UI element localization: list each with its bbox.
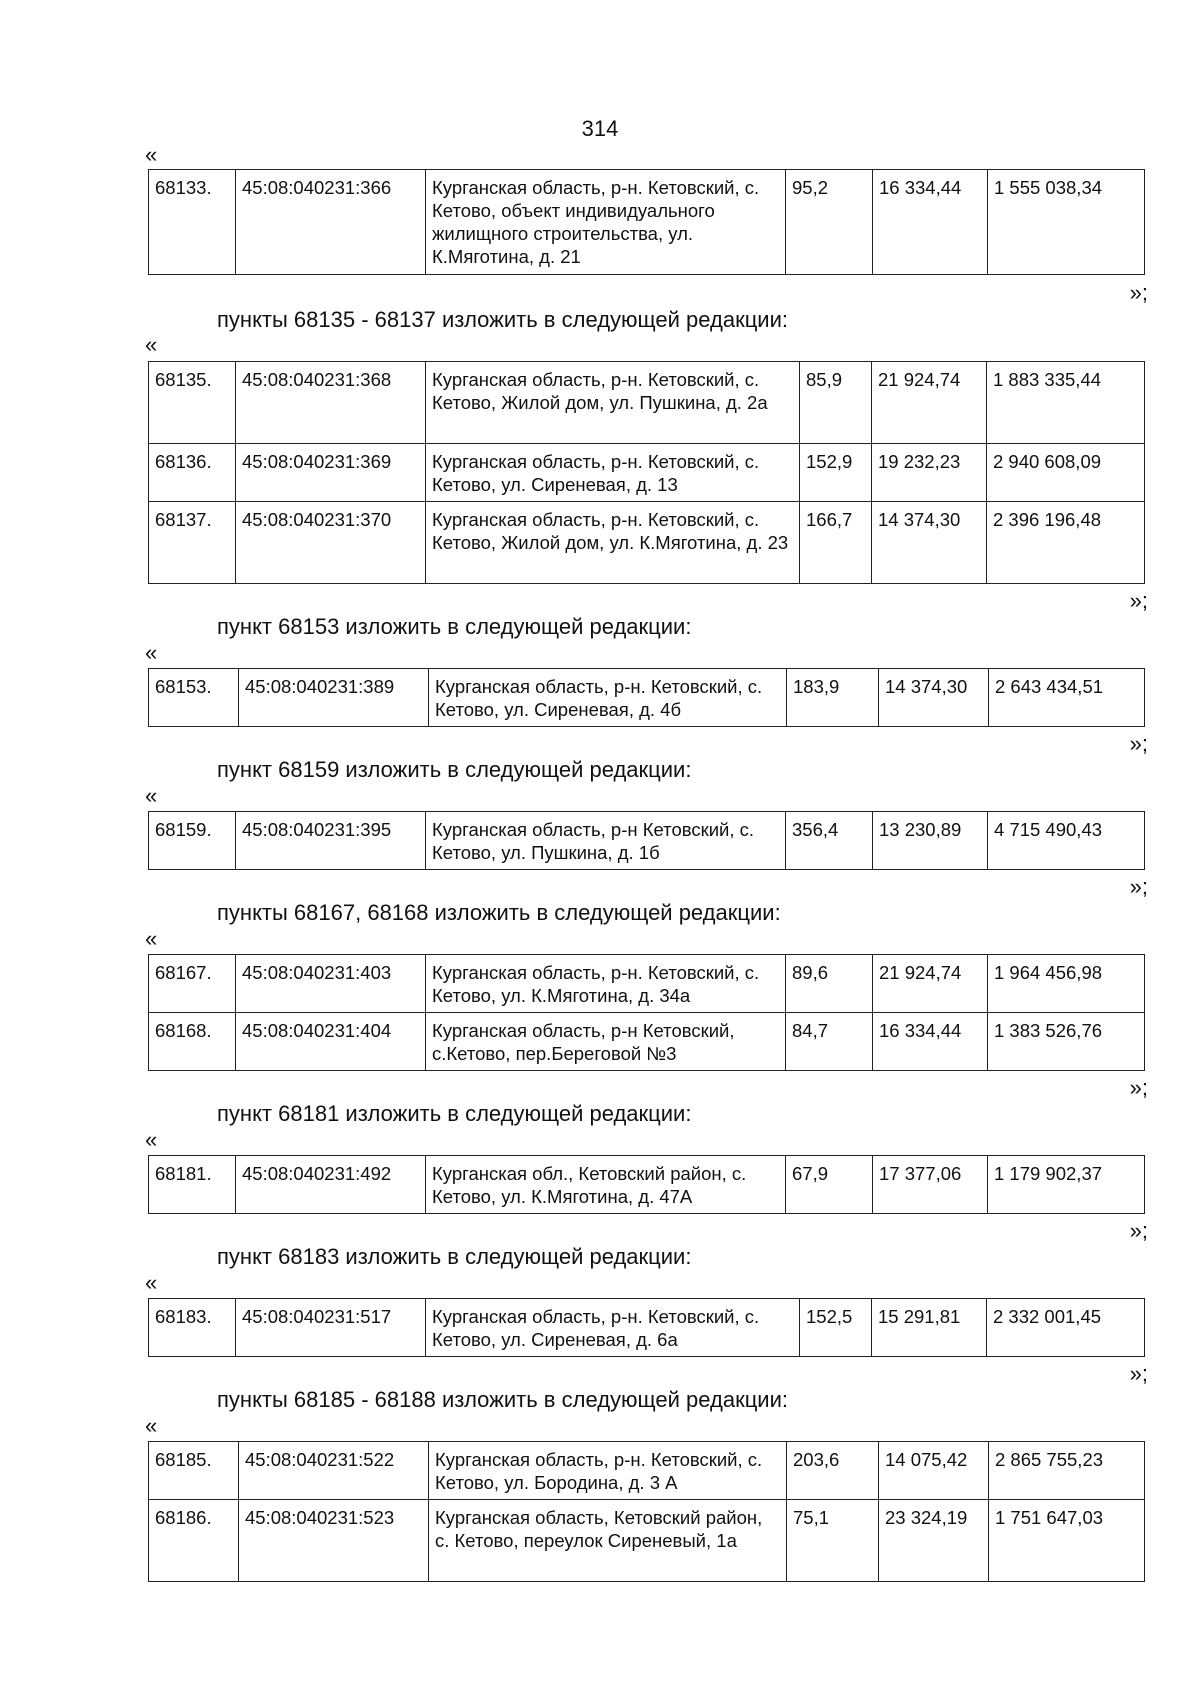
- unit-price: 14 374,30: [879, 669, 989, 727]
- unit-price: 19 232,23: [872, 444, 987, 502]
- cadastral-number: 45:08:040231:370: [236, 502, 426, 584]
- total-value: 2 643 434,51: [989, 669, 1145, 727]
- total-value: 2 332 001,45: [987, 1299, 1145, 1357]
- section-heading: пункты 68167, 68168 изложить в следующей редакции:: [217, 900, 781, 925]
- unit-price: 17 377,06: [873, 1156, 988, 1214]
- area: 95,2: [786, 170, 873, 275]
- record-number: 68186.: [149, 1500, 239, 1582]
- cadastral-number: 45:08:040231:517: [236, 1299, 426, 1357]
- record-number: 68167.: [149, 955, 236, 1013]
- open-quote: «: [145, 1270, 158, 1295]
- total-value: 1 555 038,34: [988, 170, 1145, 275]
- total-value: 1 383 526,76: [988, 1013, 1145, 1071]
- cadastral-number: 45:08:040231:368: [236, 362, 426, 444]
- area: 67,9: [786, 1156, 873, 1214]
- table-row: [149, 502, 1145, 584]
- records-table: [148, 811, 1145, 870]
- record-number: 68181.: [149, 1156, 236, 1214]
- close-quote: »;: [1129, 874, 1148, 899]
- area: 203,6: [787, 1442, 879, 1500]
- records-table: [148, 954, 1145, 1071]
- address: Курганская область, р-н Кетовский, с.Кетово, пер.Береговой №3: [426, 1013, 786, 1071]
- table-row: [149, 669, 1145, 727]
- close-quote: »;: [1129, 731, 1148, 756]
- total-value: 2 940 608,09: [987, 444, 1145, 502]
- cadastral-number: 45:08:040231:522: [239, 1442, 429, 1500]
- unit-price: 16 334,44: [873, 1013, 988, 1071]
- section-heading: пункт 68183 изложить в следующей редакции:: [217, 1244, 692, 1269]
- cadastral-number: 45:08:040231:404: [236, 1013, 426, 1071]
- section-heading: пункт 68159 изложить в следующей редакции:: [217, 757, 692, 782]
- open-quote: «: [145, 1413, 158, 1438]
- address: Курганская область, р-н Кетовский, с. Кетово, ул. Пушкина, д. 1б: [426, 812, 786, 870]
- area: 84,7: [786, 1013, 873, 1071]
- close-quote: »;: [1129, 1075, 1148, 1100]
- record-number: 68183.: [149, 1299, 236, 1357]
- close-quote: »;: [1129, 588, 1148, 613]
- records-table: [148, 1298, 1145, 1357]
- table-row: [149, 955, 1145, 1013]
- open-quote: «: [145, 332, 158, 357]
- total-value: 1 964 456,98: [988, 955, 1145, 1013]
- section-heading: пункт 68181 изложить в следующей редакции:: [217, 1101, 692, 1126]
- open-quote: «: [145, 1127, 158, 1152]
- unit-price: 23 324,19: [879, 1500, 989, 1582]
- area: 89,6: [786, 955, 873, 1013]
- address: Курганская обл., Кетовский район, с. Кетово, ул. К.Мяготина, д. 47А: [426, 1156, 786, 1214]
- table-row: [149, 812, 1145, 870]
- unit-price: 14 075,42: [879, 1442, 989, 1500]
- record-number: 68137.: [149, 502, 236, 584]
- cadastral-number: 45:08:040231:369: [236, 444, 426, 502]
- total-value: 2 396 196,48: [987, 502, 1145, 584]
- address: Курганская область, р-н. Кетовский, с. Кетово, ул. Бородина, д. 3 А: [429, 1442, 787, 1500]
- section-heading: пункты 68135 - 68137 изложить в следующей редакции:: [217, 307, 789, 332]
- page-number: 314: [581, 116, 619, 141]
- address: Курганская область, р-н. Кетовский, с. Кетово, ул. К.Мяготина, д. 34а: [426, 955, 786, 1013]
- table-row: [149, 362, 1145, 444]
- total-value: 2 865 755,23: [989, 1442, 1145, 1500]
- section-heading: пункт 68153 изложить в следующей редакции:: [217, 614, 692, 639]
- unit-price: 15 291,81: [872, 1299, 987, 1357]
- address: Курганская область, р-н. Кетовский, с. Кетово, ул. Сиреневая, д. 4б: [429, 669, 787, 727]
- record-number: 68185.: [149, 1442, 239, 1500]
- records-table: [148, 1441, 1145, 1582]
- area: 85,9: [800, 362, 872, 444]
- record-number: 68168.: [149, 1013, 236, 1071]
- address: Курганская область, р-н. Кетовский, с. Кетово, Жилой дом, ул. К.Мяготина, д. 23: [426, 502, 800, 584]
- table-row: [149, 444, 1145, 502]
- total-value: 1 179 902,37: [988, 1156, 1145, 1214]
- open-quote: «: [145, 640, 158, 665]
- total-value: 4 715 490,43: [988, 812, 1145, 870]
- unit-price: 13 230,89: [873, 812, 988, 870]
- records-table: [148, 668, 1145, 727]
- address: Курганская область, Кетовский район, с. Кетово, переулок Сиреневый, 1а: [429, 1500, 787, 1582]
- table-row: [149, 1442, 1145, 1500]
- table-row: [149, 1013, 1145, 1071]
- unit-price: 21 924,74: [873, 955, 988, 1013]
- record-number: 68136.: [149, 444, 236, 502]
- table-row: [149, 1500, 1145, 1582]
- section-heading: пункты 68185 - 68188 изложить в следующей редакции:: [217, 1387, 789, 1412]
- close-quote: »;: [1129, 1218, 1148, 1243]
- total-value: 1 883 335,44: [987, 362, 1145, 444]
- table-row: [149, 1156, 1145, 1214]
- area: 183,9: [787, 669, 879, 727]
- records-table: [148, 361, 1145, 584]
- table-row: [149, 1299, 1145, 1357]
- address: Курганская область, р-н. Кетовский, с. Кетово, ул. Сиреневая, д. 6а: [426, 1299, 800, 1357]
- record-number: 68135.: [149, 362, 236, 444]
- area: 75,1: [787, 1500, 879, 1582]
- area: 356,4: [786, 812, 873, 870]
- cadastral-number: 45:08:040231:403: [236, 955, 426, 1013]
- table-row: [149, 170, 1145, 275]
- close-quote: »;: [1129, 280, 1148, 305]
- unit-price: 21 924,74: [872, 362, 987, 444]
- records-table: [148, 169, 1145, 275]
- total-value: 1 751 647,03: [989, 1500, 1145, 1582]
- cadastral-number: 45:08:040231:395: [236, 812, 426, 870]
- area: 166,7: [800, 502, 872, 584]
- address: Курганская область, р-н. Кетовский, с. Кетово, ул. Сиреневая, д. 13: [426, 444, 800, 502]
- unit-price: 14 374,30: [872, 502, 987, 584]
- cadastral-number: 45:08:040231:492: [236, 1156, 426, 1214]
- record-number: 68133.: [149, 170, 236, 275]
- area: 152,5: [800, 1299, 872, 1357]
- record-number: 68159.: [149, 812, 236, 870]
- address: Курганская область, р-н. Кетовский, с. Кетово, Жилой дом, ул. Пушкина, д. 2а: [426, 362, 800, 444]
- unit-price: 16 334,44: [873, 170, 988, 275]
- address: Курганская область, р-н. Кетовский, с. Кетово, объект индивидуального жилищного строительства, ул. К.Мяготина, д. 21: [426, 170, 786, 275]
- area: 152,9: [800, 444, 872, 502]
- open-quote: «: [145, 783, 158, 808]
- open-quote: «: [145, 926, 158, 951]
- record-number: 68153.: [149, 669, 239, 727]
- open-quote: «: [145, 142, 158, 167]
- close-quote: »;: [1129, 1361, 1148, 1386]
- cadastral-number: 45:08:040231:366: [236, 170, 426, 275]
- cadastral-number: 45:08:040231:389: [239, 669, 429, 727]
- cadastral-number: 45:08:040231:523: [239, 1500, 429, 1582]
- records-table: [148, 1155, 1145, 1214]
